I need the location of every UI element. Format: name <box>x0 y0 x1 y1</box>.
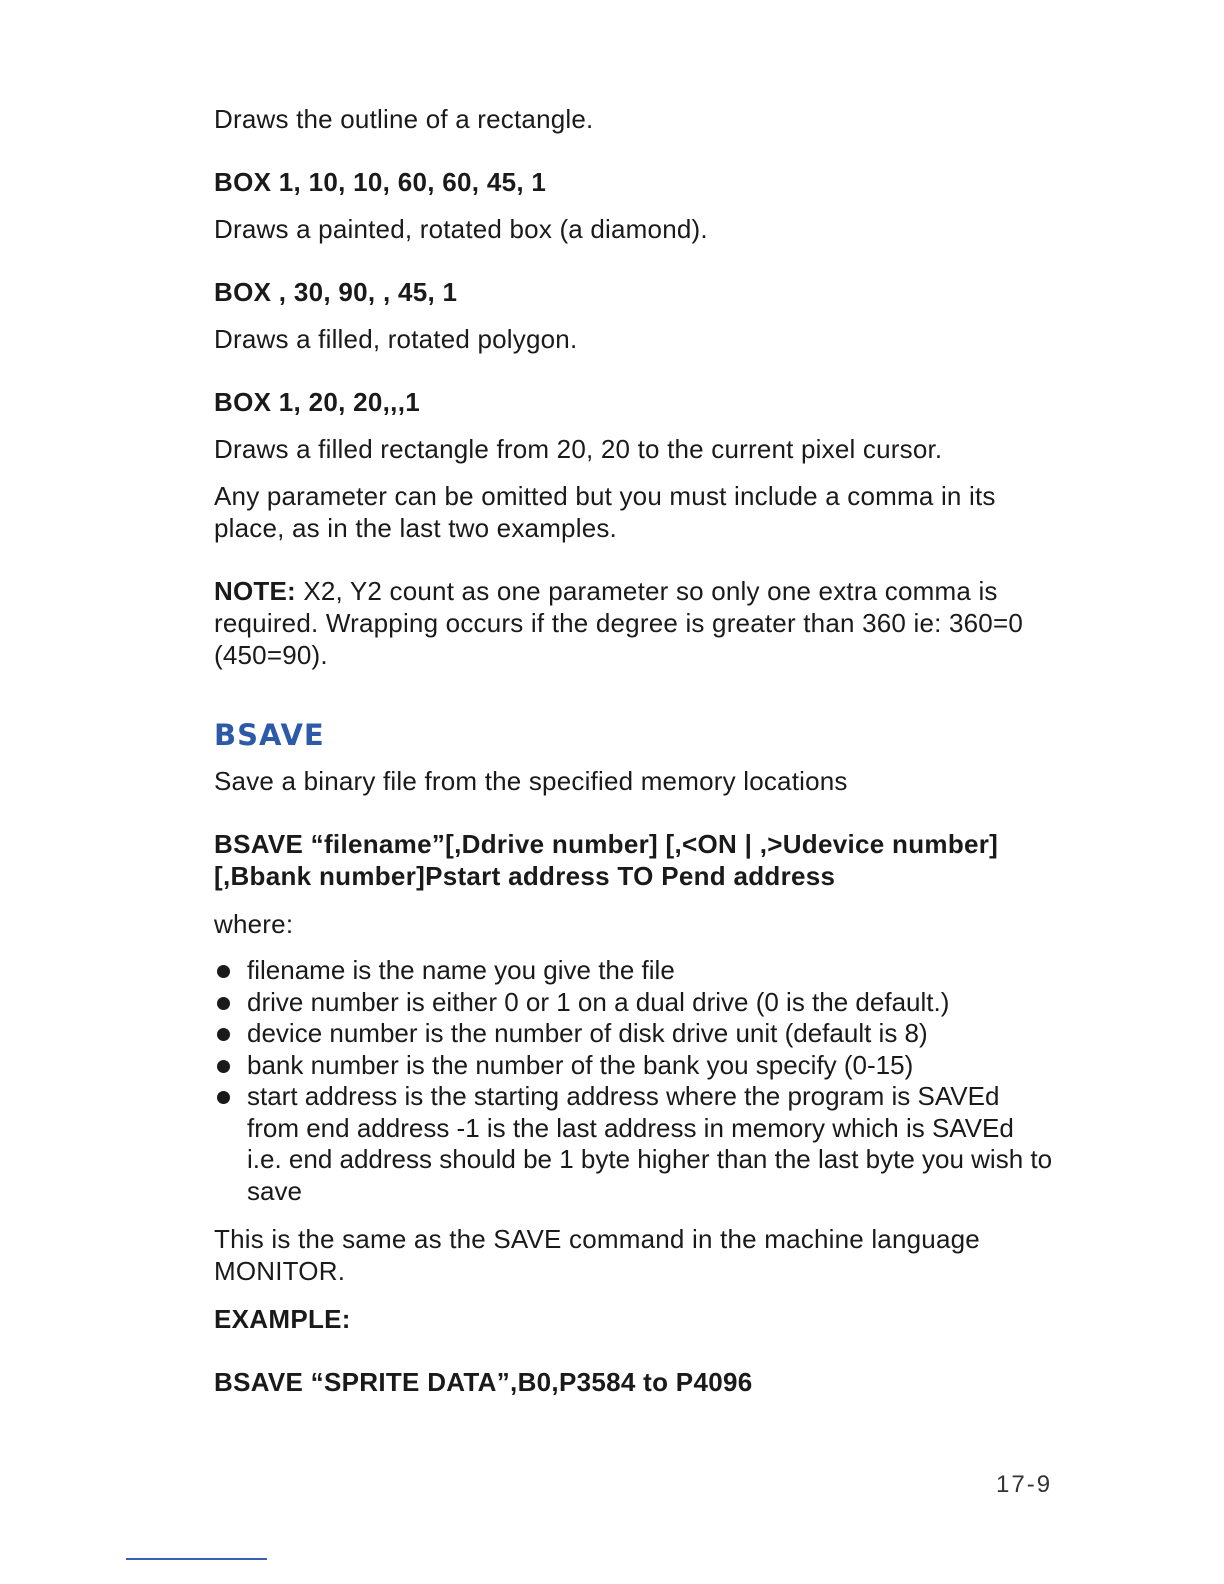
bullet-dot <box>217 1028 230 1041</box>
list-item <box>214 1018 1054 1050</box>
bullet-dot <box>217 997 230 1010</box>
section-title-bsave: BSAVE <box>214 718 325 752</box>
bullet-dot <box>217 965 230 978</box>
box-outline-description: Draws the outline of a rectangle. <box>214 104 594 134</box>
page-number: 17-9 <box>996 1471 1053 1498</box>
page-content <box>214 103 1054 1398</box>
same-as-monitor-note: This is the same as the SAVE command in the machine language MONITOR. <box>214 1224 980 1286</box>
list-item-text: filename is the name you give the file <box>247 955 675 985</box>
list-item-text: bank number is the number of the bank you specify (0-15) <box>247 1049 914 1080</box>
list-item <box>214 1050 1054 1082</box>
example-label: EXAMPLE: <box>214 1304 351 1334</box>
box-example-2-description: Draws a filled, rotated polygon. <box>214 324 578 354</box>
where-label: where: <box>214 909 294 939</box>
box-example-1-description: Draws a painted, rotated box (a diamond). <box>214 214 708 244</box>
list-item <box>214 987 1054 1019</box>
footer-rule <box>126 1558 267 1560</box>
omit-parameter-note: Any parameter can be omitted but you must include a comma in its place, as in the last two examples. <box>214 481 996 543</box>
list-item-text: drive number is either 0 or 1 on a dual drive (0 is the default.) <box>247 986 950 1017</box>
list-item <box>214 955 1054 987</box>
box-example-2-command: BOX , 30, 90, , 45, 1 <box>214 277 458 307</box>
box-example-3-command: BOX 1, 20, 20,,,1 <box>214 387 420 417</box>
bullet-dot <box>217 1060 230 1073</box>
box-example-1-command: BOX 1, 10, 10, 60, 60, 45, 1 <box>214 167 547 197</box>
bsave-example-command: BSAVE “SPRITE DATA”,B0,P3584 to P4096 <box>214 1367 753 1397</box>
note-paragraph <box>214 575 1054 671</box>
list-item-text: start address is the starting address where the program is SAVEd from end address -1 is the last address in memory which is SAVEd i.e. end address should be 1 byte higher than the last byte you wish to save <box>247 1081 1053 1206</box>
list-item <box>214 1081 1054 1207</box>
bsave-summary: Save a binary file from the specified memory locations <box>214 766 848 796</box>
list-item-text: device number is the number of disk drive unit (default is 8) <box>247 1018 928 1048</box>
parameter-list <box>214 955 1054 1207</box>
note-text: X2, Y2 count as one parameter so only one extra comma is required. Wrapping occurs if the degree is greater than 360 ie: 360=0 (450=90). <box>214 576 1023 670</box>
bsave-syntax: BSAVE “filename”[,Ddrive number] [,<ON | ,>Udevice number] [,Bbank number]Pstart address TO Pend address <box>214 829 999 891</box>
bullet-dot <box>217 1091 230 1104</box>
note-label: NOTE: <box>214 576 296 606</box>
box-example-3-description: Draws a filled rectangle from 20, 20 to the current pixel cursor. <box>214 434 943 464</box>
